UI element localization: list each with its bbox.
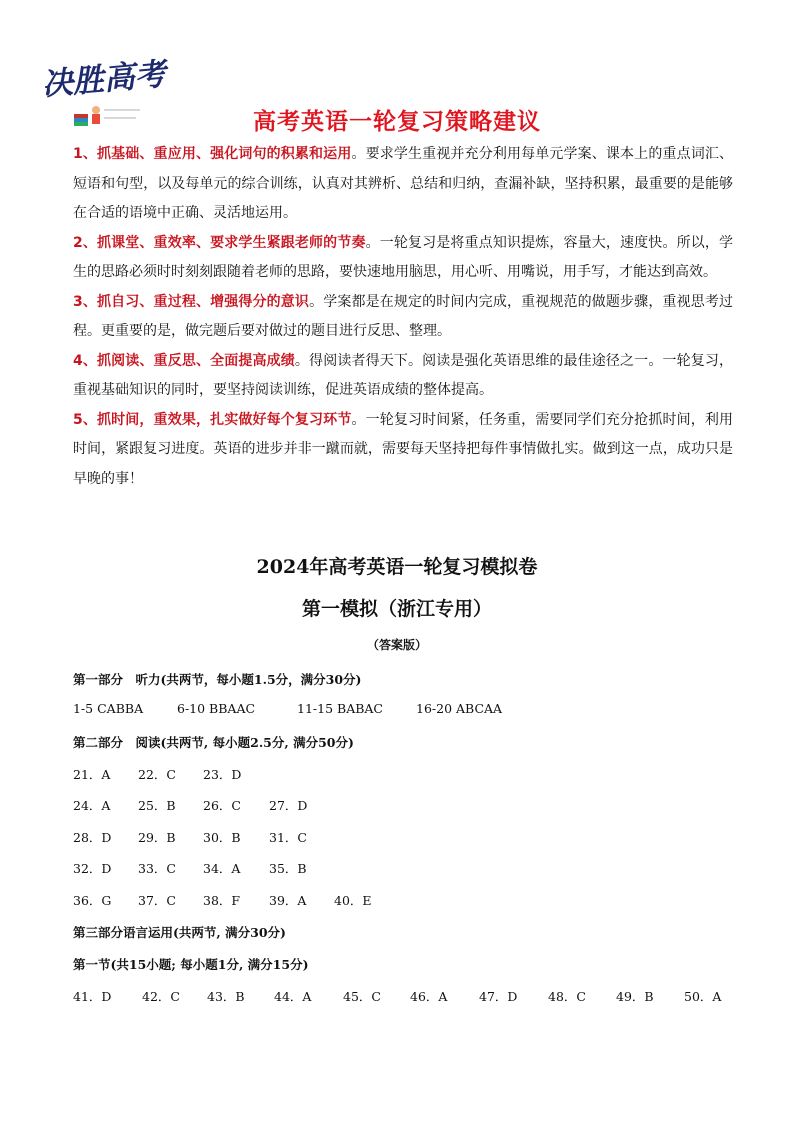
answer: 25．B	[138, 798, 176, 813]
tip-body: 。一轮复习是将重点知识提炼，容量大，速度快。所以，学生的思路必须时时刻刻跟随着老师的思路，要快速地用脑思，用心听、用嘴说，用手写，才能达到高效。	[73, 234, 733, 280]
part3-header: 第三部分语言运用(共两节, 满分30分)	[73, 925, 286, 940]
tip-heading: 4、抓阅读、重反思、全面提高成绩	[73, 352, 295, 369]
answer: 41．D	[73, 989, 112, 1004]
answer-row	[73, 987, 733, 1007]
part2-header: 第二部分 阅读(共两节, 每小题2.5分, 满分50分)	[73, 735, 354, 750]
answer-group: 11-15 BABAC	[297, 701, 383, 716]
answer-group: 16-20 ABCAA	[416, 701, 503, 716]
tip-heading: 3、抓自习、重过程、增强得分的意识	[73, 293, 310, 310]
answer-row	[73, 765, 733, 785]
tip-3	[73, 288, 733, 347]
tip-heading: 1、抓基础、重应用、强化词句的积累和运用	[73, 146, 352, 162]
answer: 36．G	[73, 893, 112, 908]
answer: 45．C	[343, 989, 381, 1004]
tip-2	[73, 229, 733, 288]
answer: 46．A	[410, 989, 448, 1004]
part1-answers	[73, 701, 733, 721]
answer: 44．A	[274, 989, 312, 1004]
answer: 43．B	[207, 989, 245, 1004]
answer-group: 6-10 BBAAC	[177, 701, 256, 716]
answer-group: 1-5 CABBA	[73, 701, 144, 716]
answer: 33．C	[138, 861, 176, 876]
document-title: 高考英语一轮复习策略建议	[253, 109, 541, 135]
tip-heading: 5、抓时间，重效果，扎实做好每个复习环节	[73, 411, 352, 428]
answer: 31．C	[269, 830, 307, 845]
tip-heading: 2、抓课堂、重效率、要求学生紧跟老师的节奏	[73, 234, 366, 251]
version-label: （答案版）	[366, 638, 427, 652]
answer: 48．C	[548, 989, 586, 1004]
part3-section1-header: 第一节(共15小题; 每小题1分, 满分15分)	[73, 957, 309, 972]
answer: 26．C	[203, 798, 241, 813]
answer: 32．D	[73, 861, 112, 876]
tip-1	[73, 140, 733, 229]
tip-body: 。一轮复习时间紧，任务重，需要同学们充分抢抓时间，利用时间，紧跟复习进度。英语的进步并非一蹴而就，需要每天坚持把每件事情做扎实。做到这一点，成功只是早晚的事！	[73, 411, 733, 487]
answer: 34．A	[203, 861, 241, 876]
logo-text: 决胜高考	[40, 56, 168, 103]
answer: 40．E	[334, 893, 372, 908]
tip-5	[73, 406, 733, 495]
tip-body: 。学案都是在规定的时间内完成，重视规范的做题步骤，重视思考过程。更重要的是，做完题后要对做过的题目进行反思、整理。	[73, 293, 734, 339]
answer: 27．D	[269, 798, 308, 813]
answer: 35．B	[269, 861, 307, 876]
exam-title: 2024年高考英语一轮复习模拟卷	[256, 556, 538, 578]
answer: 37．C	[138, 893, 176, 908]
answer: 28．D	[73, 830, 112, 845]
answer-row	[73, 891, 733, 911]
strategy-tips	[73, 140, 733, 494]
answer: 23．D	[203, 767, 242, 782]
answer: 21．A	[73, 767, 111, 782]
answer: 29．B	[138, 830, 176, 845]
answer-row	[73, 796, 733, 816]
part1-header: 第一部分 听力(共两节，每小题1.5分，满分30分)	[73, 672, 362, 687]
answer-row	[73, 828, 733, 848]
answer: 22．C	[138, 767, 176, 782]
tip-4	[73, 347, 733, 406]
answer: 50．A	[684, 989, 722, 1004]
answer: 24．A	[73, 798, 111, 813]
tip-body: 。要求学生重视并充分利用每单元学案、课本上的重点词汇、短语和句型，以及每单元的综合训练，认真对其辨析、总结和归纳，查漏补缺，坚持积累，最重要的是能够在合适的语境中正确、灵活地运用。	[73, 146, 733, 221]
answer: 47．D	[479, 989, 518, 1004]
answer: 49．B	[616, 989, 654, 1004]
exam-subtitle: 第一模拟（浙江专用）	[301, 598, 492, 620]
answer: 42．C	[142, 989, 180, 1004]
answer: 38．F	[203, 893, 241, 908]
answer: 39．A	[269, 893, 307, 908]
tip-body: 。得阅读者得天下。阅读是强化英语思维的最佳途径之一。一轮复习，重视基础知识的同时，要坚持阅读训练，促进英语成绩的整体提高。	[73, 352, 733, 398]
answer-row	[73, 859, 733, 879]
answer: 30．B	[203, 830, 241, 845]
